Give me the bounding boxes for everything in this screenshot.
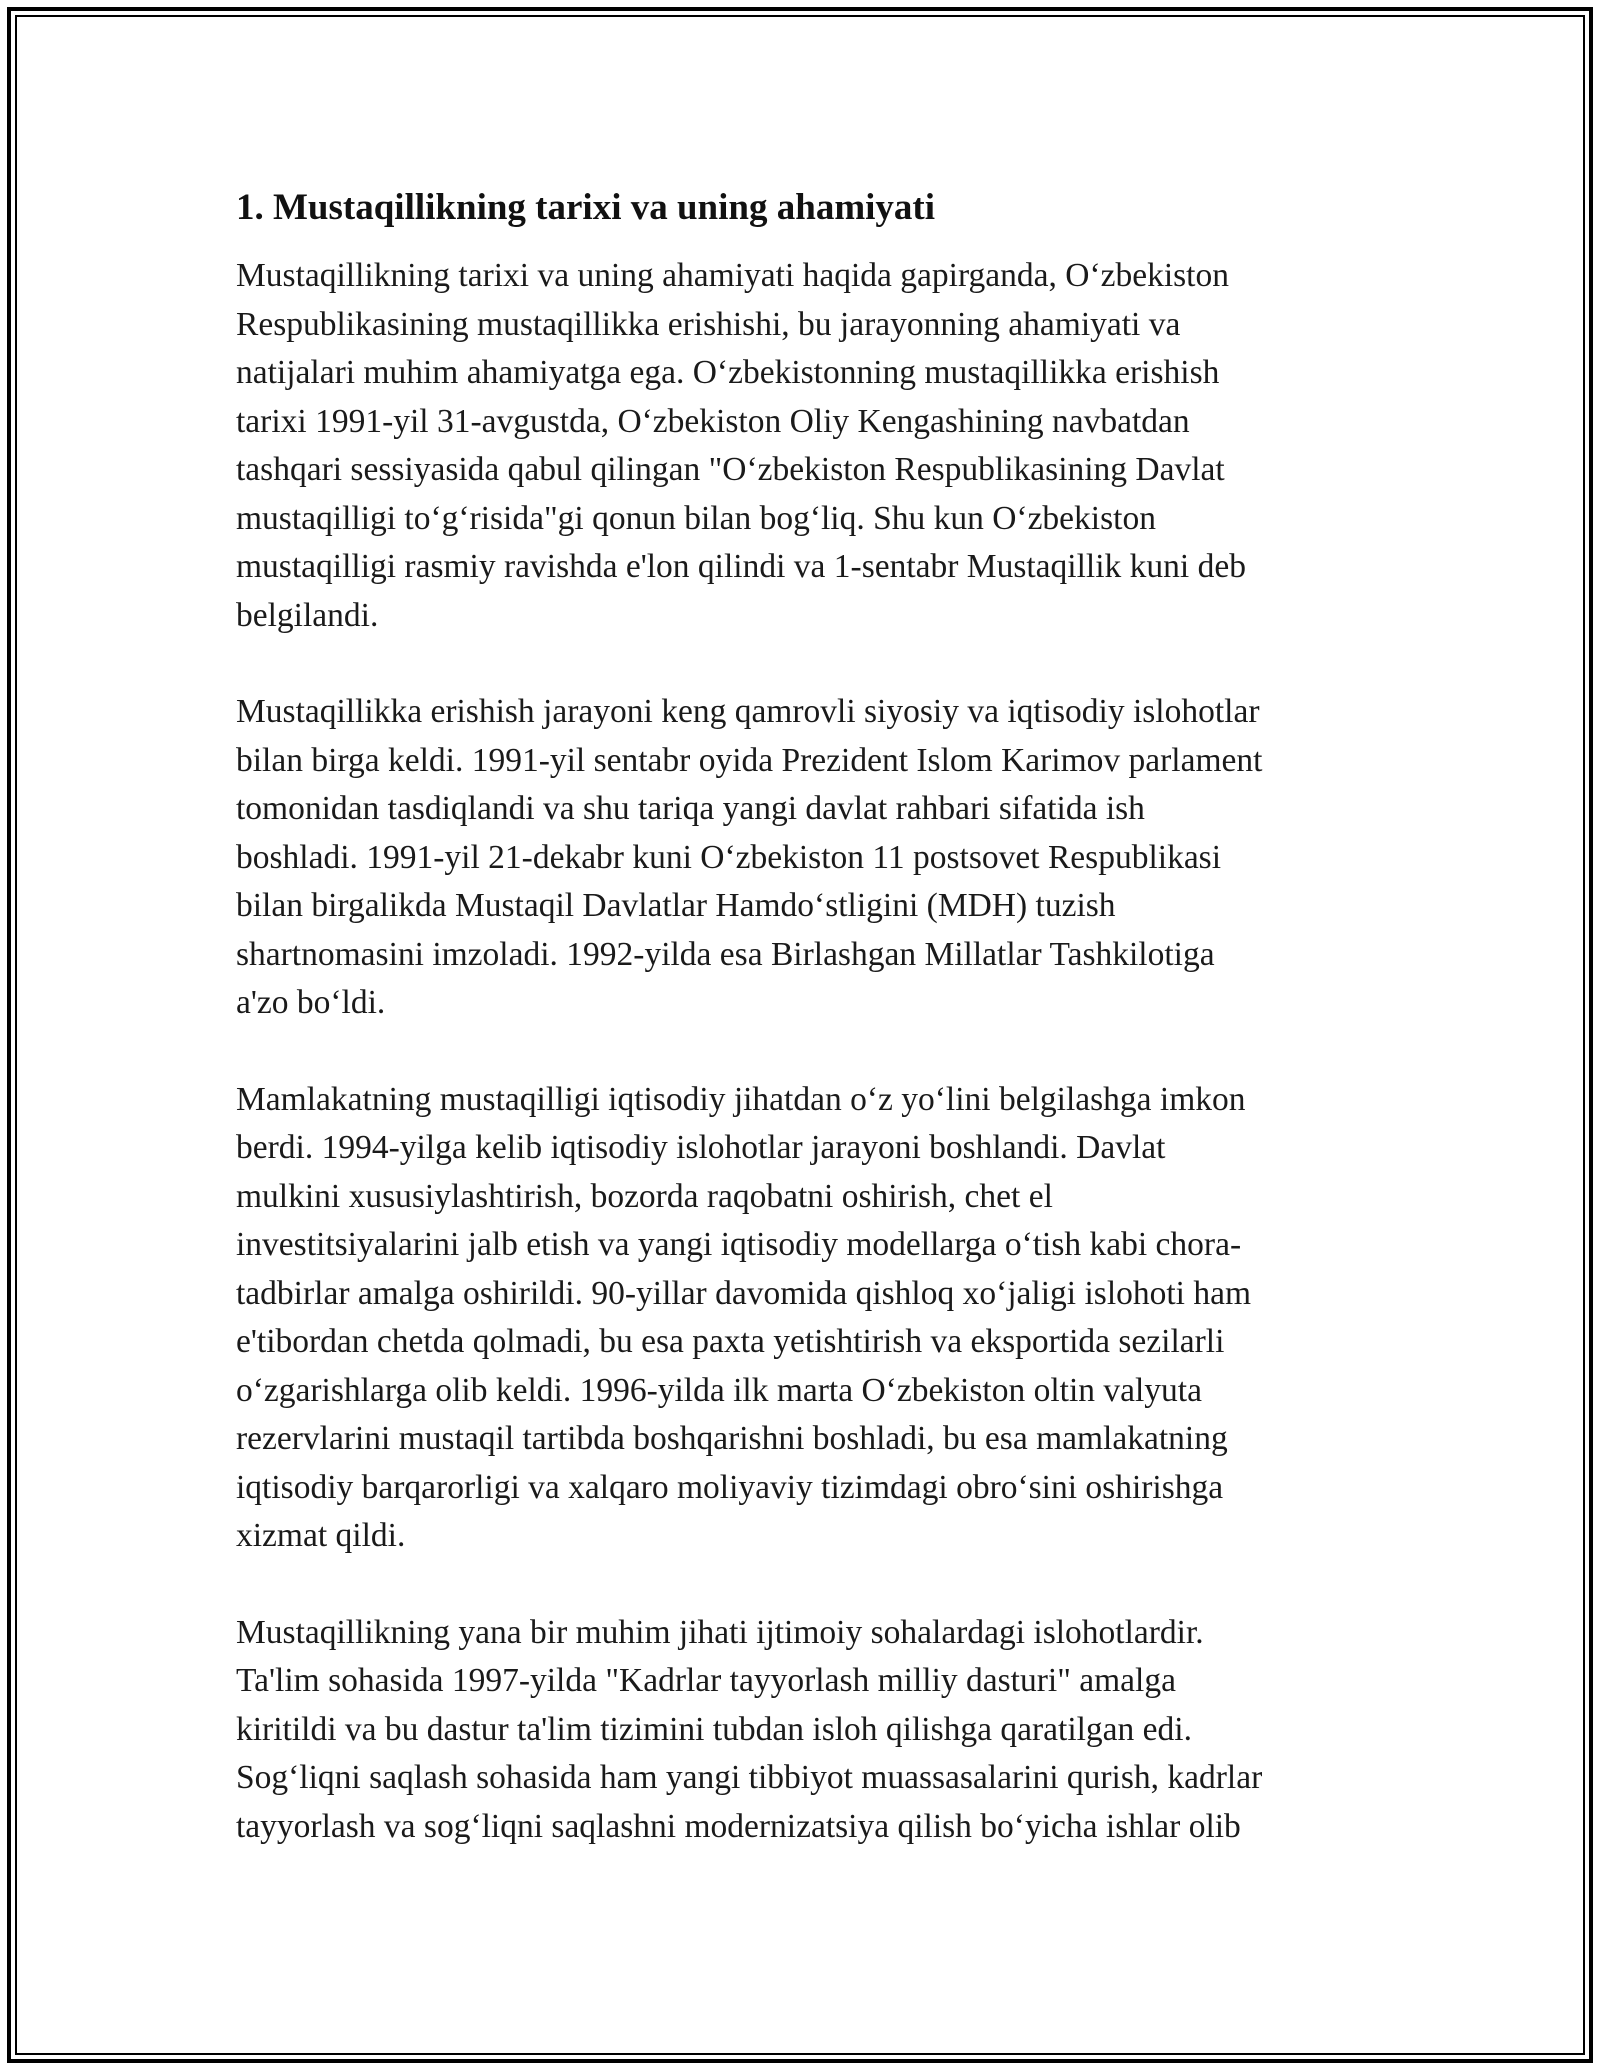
paragraph-line: belgilandi.: [236, 596, 379, 634]
paragraph-line: tashqari sessiyasida qabul qilingan "O‘zbekiston Respublikasining Davlat: [236, 451, 1225, 488]
paragraph-line: mulkini xususiylashtirish, bozorda raqobatni oshirish, chet el: [236, 1177, 1053, 1215]
paragraph-line: o‘zgarishlarga olib keldi. 1996-yilda ilk marta O‘zbekiston oltin valyuta: [236, 1371, 1202, 1409]
paragraph-line: mustaqilligi to‘g‘risida"gi qonun bilan bog‘liq. Shu kun O‘zbekiston: [236, 499, 1156, 537]
paragraph-list: [236, 252, 1366, 1851]
paragraph: [236, 1609, 1366, 1852]
paragraph-line: Sog‘liqni saqlash sohasida ham yangi tibbiyot muassasalarini qurish, kadrlar: [236, 1759, 1263, 1796]
paragraph-line: rezervlarini mustaqil tartibda boshqarishni boshladi, bu esa mamlakatning: [236, 1420, 1228, 1457]
paragraph: [236, 1076, 1366, 1561]
paragraph-line: Mustaqillikning yana bir muhim jihati ijtimoiy sohalardagi islohotlardir.: [236, 1613, 1204, 1651]
paragraph-line: bilan birgalikda Mustaqil Davlatlar Hamdo‘stligini (MDH) tuzish: [236, 887, 1116, 924]
paragraph-line: Respublikasining mustaqillikka erishishi, bu jarayonning ahamiyati va: [236, 305, 1181, 343]
paragraph-line: tarixi 1991-yil 31-avgustda, O‘zbekiston Oliy Kengashining navbatdan: [236, 402, 1190, 440]
paragraph-line: mustaqilligi rasmiy ravishda e'lon qilindi va 1-sentabr Mustaqillik kuni deb: [236, 548, 1246, 585]
section-heading: 1. Mustaqillikning tarixi va uning ahamiyati: [236, 187, 936, 228]
paragraph-line: Mamlakatning mustaqilligi iqtisodiy jihatdan o‘z yo‘lini belgilashga imkon: [236, 1080, 1246, 1118]
paragraph-line: e'tibordan chetda qolmadi, bu esa paxta yetishtirish va eksportida sezilarli: [236, 1323, 1225, 1360]
paragraph-line: natijalari muhim ahamiyatga ega. O‘zbekistonning mustaqillikka erishish: [236, 354, 1220, 391]
paragraph-line: shartnomasini imzoladi. 1992-yilda esa Birlashgan Millatlar Tashkilotiga: [236, 935, 1215, 973]
document-body: [236, 184, 1366, 1899]
paragraph-line: Ta'lim sohasida 1997-yilda "Kadrlar tayyorlash milliy dasturi" amalga: [236, 1662, 1176, 1699]
paragraph: [236, 252, 1366, 640]
paragraph-line: a'zo bo‘ldi.: [236, 984, 386, 1021]
paragraph-line: iqtisodiy barqarorligi va xalqaro moliyaviy tizimdagi obro‘sini oshirishga: [236, 1468, 1224, 1506]
paragraph-line: tayyorlash va sog‘liqni saqlashni modernizatsiya qilish bo‘yicha ishlar olib: [236, 1807, 1241, 1845]
paragraph-line: Mustaqillikning tarixi va uning ahamiyati haqida gapirganda, O‘zbekiston: [236, 257, 1229, 294]
paragraph-line: kiritildi va bu dastur ta'lim tizimini tubdan isloh qilishga qaratilgan edi.: [236, 1710, 1192, 1748]
paragraph-line: berdi. 1994-yilga kelib iqtisodiy islohotlar jarayoni boshlandi. Davlat: [236, 1129, 1166, 1166]
paragraph-line: tomonidan tasdiqlandi va shu tariqa yangi davlat rahbari sifatida ish: [236, 790, 1145, 827]
paragraph-line: bilan birga keldi. 1991-yil sentabr oyida Prezident Islom Karimov parlament: [236, 741, 1263, 779]
paragraph-line: tadbirlar amalga oshirildi. 90-yillar davomida qishloq xo‘jaligi islohoti ham: [236, 1274, 1252, 1312]
paragraph-line: boshladi. 1991-yil 21-dekabr kuni O‘zbekiston 11 postsovet Respublikasi: [236, 838, 1222, 876]
paragraph-line: Mustaqillikka erishish jarayoni keng qamrovli siyosiy va iqtisodiy islohotlar: [236, 693, 1260, 730]
paragraph-line: xizmat qildi.: [236, 1517, 406, 1554]
paragraph: [236, 688, 1366, 1028]
paragraph-line: investitsiyalarini jalb etish va yangi iqtisodiy modellarga o‘tish kabi chora-: [236, 1226, 1242, 1263]
